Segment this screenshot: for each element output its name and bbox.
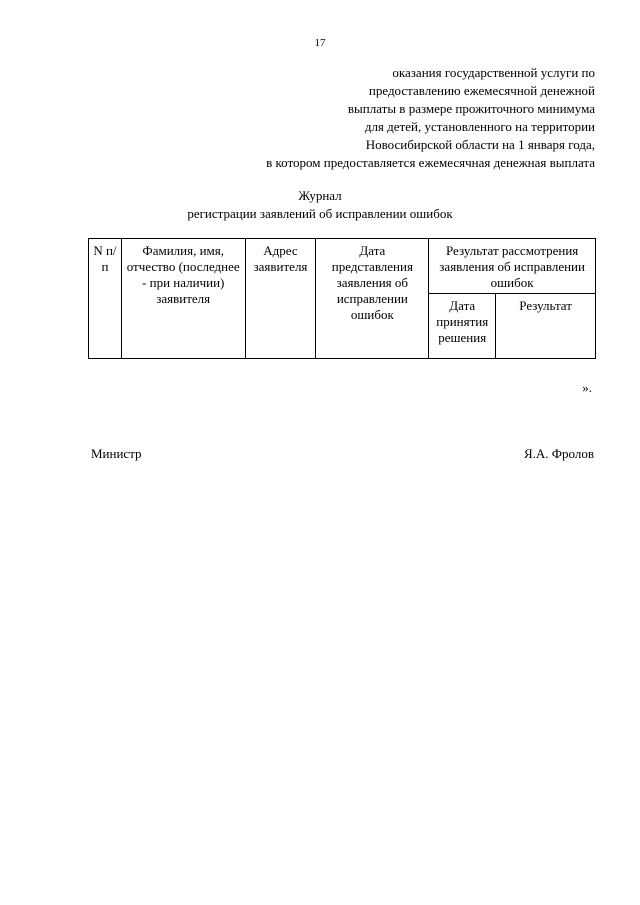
journal-subtitle: регистрации заявлений об исправлении ошибок — [187, 206, 453, 221]
header-line: Новосибирской области на 1 января года, — [365, 137, 595, 152]
header-name: Фамилия, имя, отчество (последнее - при наличии) заявителя — [121, 239, 245, 359]
header-result: Результат — [496, 294, 596, 359]
header-block — [175, 64, 595, 172]
journal-table — [88, 238, 596, 359]
header-line: предоставлению ежемесячной денежной — [368, 83, 595, 98]
header-line: оказания государственной услуги по — [392, 65, 595, 80]
journal-title: Журнал — [298, 188, 342, 203]
header-line: выплаты в размере прожиточного минимума — [347, 101, 595, 116]
journal-title-block — [0, 187, 640, 223]
table-header-row — [89, 239, 596, 294]
header-result-group: Результат рассмотрения заявления об исправлении ошибок — [429, 239, 596, 294]
header-decision-date: Дата принятия решения — [429, 294, 496, 359]
header-date-submitted: Дата представления заявления об исправлении ошибок — [316, 239, 429, 359]
header-address: Адрес заявителя — [245, 239, 316, 359]
signature-name: Я.А. Фролов — [523, 446, 594, 461]
header-line: в котором предоставляется ежемесячная денежная выплата — [266, 155, 595, 170]
signature-position: Министр — [91, 446, 142, 461]
header-line: для детей, установленного на территории — [364, 119, 595, 134]
header-number: N п/п — [89, 239, 122, 359]
page-number: 17 — [314, 37, 326, 49]
signature-row — [91, 446, 594, 462]
closing-mark: ». — [582, 380, 592, 395]
